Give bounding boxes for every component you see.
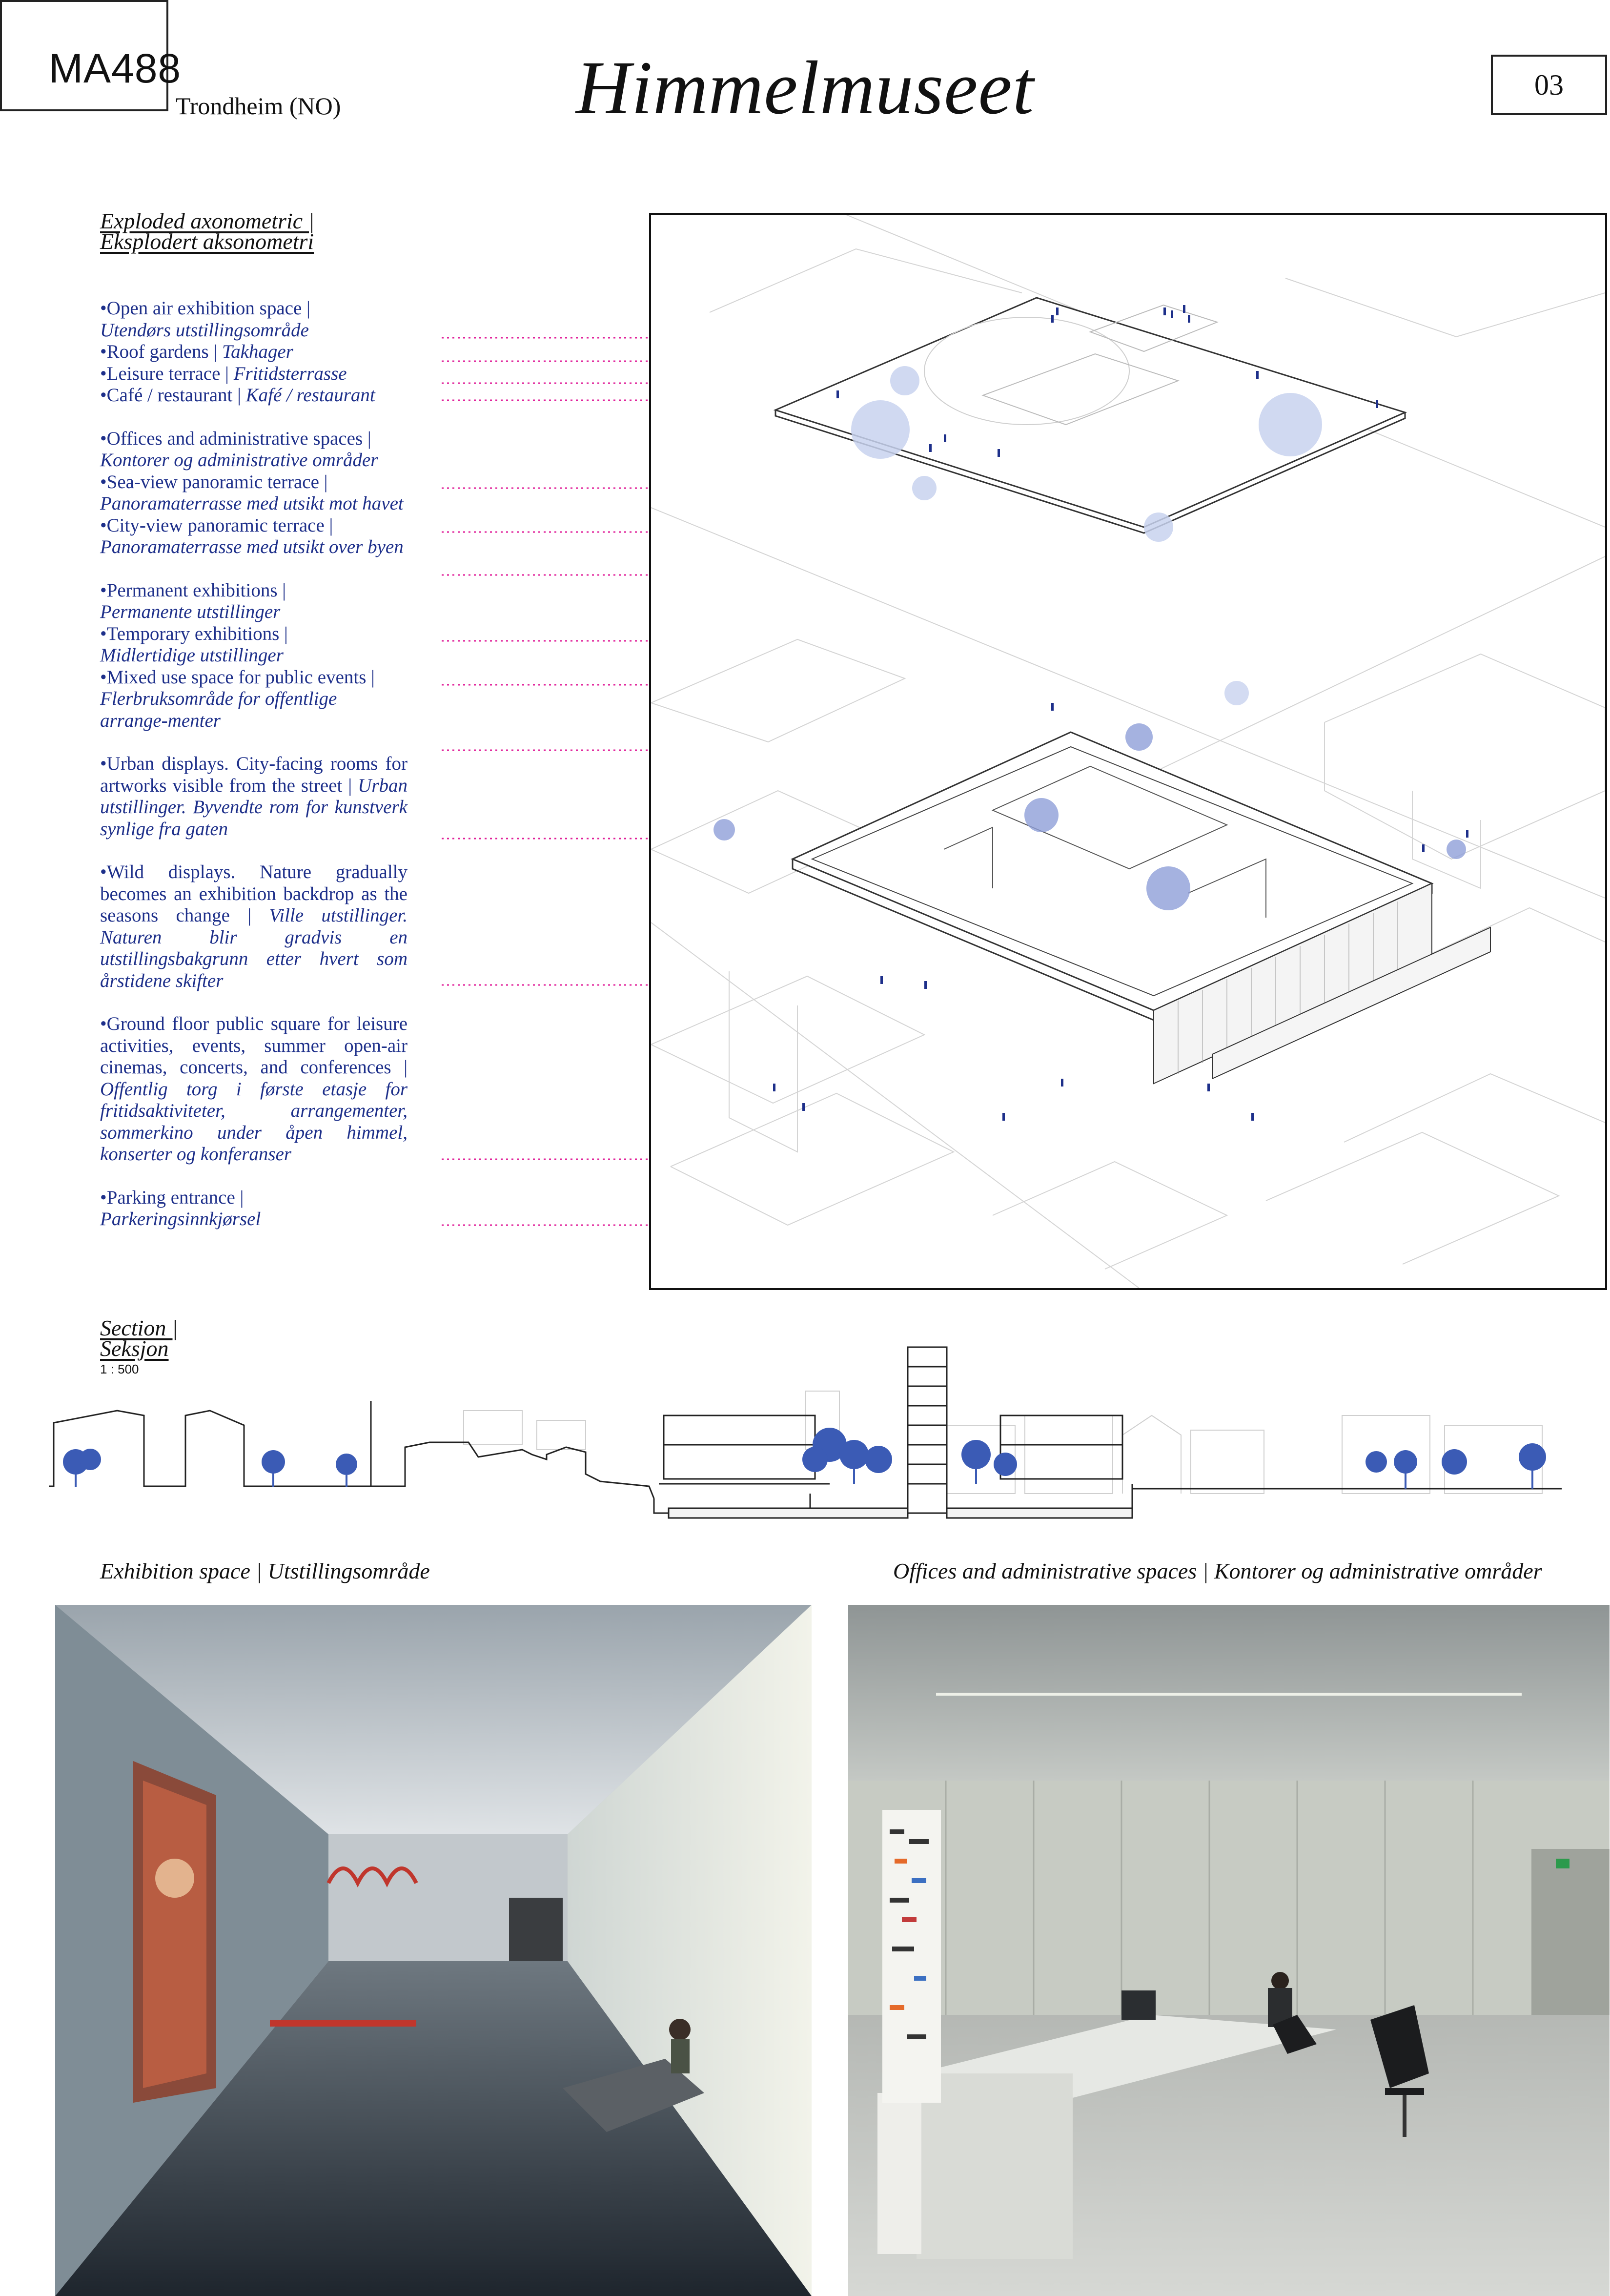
legend-item: •Leisure terrace | Fritidsterrasse [100,363,347,384]
offices-render-svg [848,1605,1610,2296]
section-trees [63,1428,1546,1476]
museum-section [654,1347,1562,1518]
exhibition-photo-caption: Exhibition space | Utstillingsområde [100,1558,430,1583]
legend-item: •Café / restaurant | Kafé / restaurant [100,385,375,406]
axonometric-title-en: Exploded axonometric | [100,208,315,233]
legend-item: •Roof gardens | Takhager [100,341,293,362]
axonometric-svg [651,215,1605,1288]
exhibition-render-svg [55,1605,812,2296]
legend-item: •Ground floor public square for leisure activities, events, summer open-air cinemas, concerts, and conferences | Offentlig torg i første etasje for fritidsaktiviteter, arrangementer, sommerkino under åpen himmel, konserter og konferanser [100,1013,408,1165]
legend-item: •Parking entrance | Parkeringsinnkjørsel [100,1187,261,1230]
legend-item: •Temporary exhibitions | Midlertidige utstillinger [100,623,288,666]
section-title-en: Section | [100,1315,178,1340]
legend-item: •Wild displays. Nature gradually becomes an exhibition backdrop as the seasons change | Ville utstillinger. Naturen blir gradvis en utstillingsbakgrunn etter hvert som årstidene skifter [100,861,408,991]
legend-item: •Sea-view panoramic terrace | Panoramaterrasse med utsikt mot havet [100,471,404,514]
page-number: 03 [1491,55,1607,115]
roof-slab-layer [775,298,1405,542]
section-title-no: Seksjon [100,1336,169,1361]
legend-item: •Offices and administrative spaces | Kontorer og administrative områder [100,428,378,471]
project-location: Trondheim (NO) [176,92,341,120]
section-drawing [49,1337,1562,1533]
section-scale: 1 : 500 [100,1362,139,1376]
legend-item: •Mixed use space for public events | Flerbruksområde for offentlige arrange-menter [100,666,375,731]
offices-space-render [848,1605,1610,2296]
main-floor-layer [713,681,1490,1084]
legend-item: •Urban displays. City-facing rooms for artworks visible from the street | Urban utstillinger. Byvendte rom for kunstverk synlige fra gaten [100,753,408,840]
page-title: Himmelmuseet [575,45,1035,130]
legend-item: •Open air exhibition space | Utendørs utstillingsområde [100,298,310,341]
legend-item: •Permanent exhibitions | Permanente utstillinger [100,579,286,622]
legend-item: •City-view panoramic terrace | Panoramaterrasse med utsikt over byen [100,514,404,557]
exhibition-space-render [55,1605,812,2296]
project-code: MA488 [49,45,182,91]
exploded-axonometric-drawing [649,213,1607,1290]
axonometric-title-no: Eksplodert aksonometri [100,229,314,254]
offices-photo-caption: Offices and administrative spaces | Kontorer og administrative områder [893,1558,1542,1583]
